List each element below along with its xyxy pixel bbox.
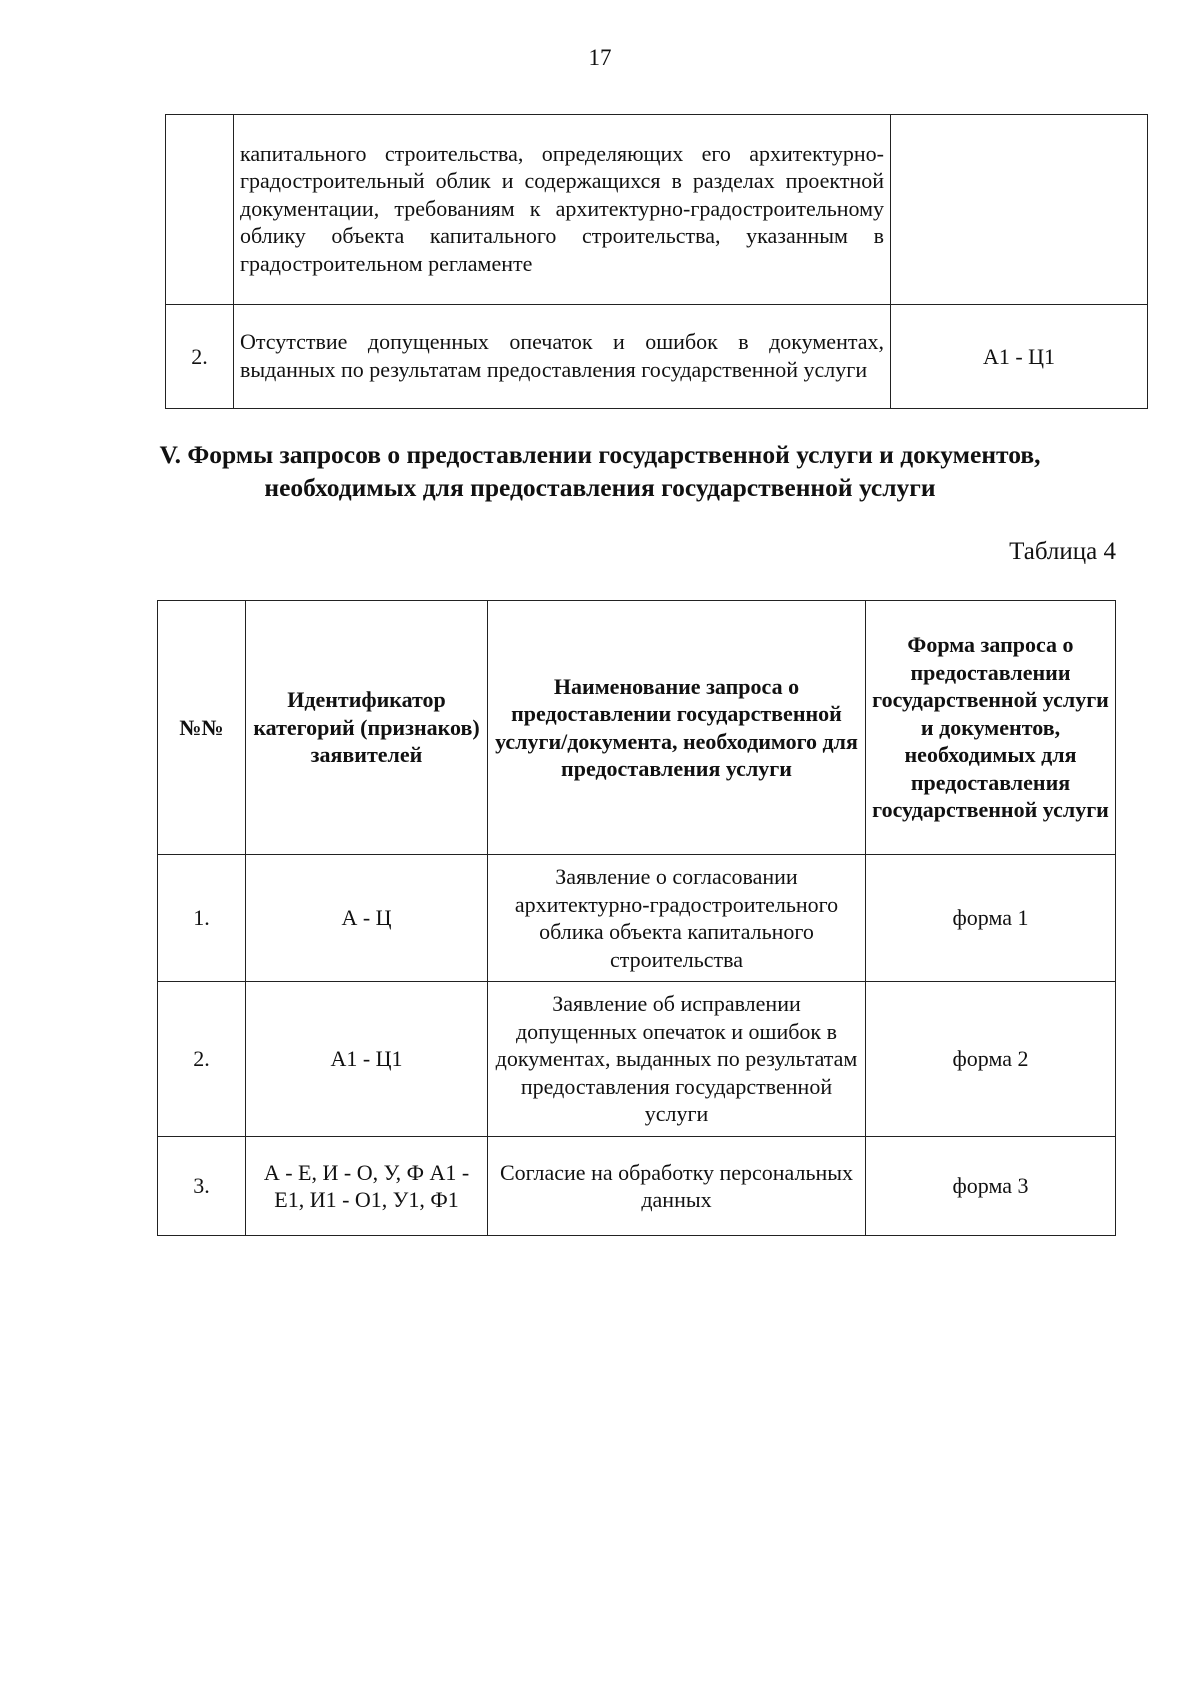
forms-table	[157, 600, 1116, 1236]
table-caption: Таблица 4	[1009, 538, 1116, 565]
request-name: Заявление об исправлении допущенных опечаток и ошибок в документах, выданных по результатам предоставления государственной услуги	[488, 982, 866, 1137]
requirement-text: капитального строительства, определяющих его архитектурно-градостроительный облик и содержащихся в разделах проектной документации, требованиям к архитектурно-градостроительному облику объекта капитального строительства, указанным в градостроительном регламенте	[234, 115, 891, 305]
category-code: А1 - Ц1	[246, 982, 488, 1137]
row-number: 2.	[158, 982, 246, 1137]
continuation-table	[165, 114, 1148, 409]
table-row	[166, 115, 1148, 305]
header-request-name: Наименование запроса о предоставлении государственной услуги/документа, необходимого для предоставления услуги	[488, 601, 866, 855]
category-code: А1 - Ц1	[891, 305, 1148, 409]
form-name: форма 2	[866, 982, 1116, 1137]
request-name: Заявление о согласовании архитектурно-градостроительного облика объекта капитального строительства	[488, 855, 866, 982]
form-name: форма 1	[866, 855, 1116, 982]
table-row	[158, 982, 1116, 1137]
header-row	[158, 601, 1116, 855]
table-row	[158, 855, 1116, 982]
category-code	[891, 115, 1148, 305]
table-row	[158, 1137, 1116, 1236]
row-number	[166, 115, 234, 305]
form-name: форма 3	[866, 1137, 1116, 1236]
category-code: А - Е, И - О, У, Ф А1 - Е1, И1 - О1, У1, Ф1	[246, 1137, 488, 1236]
header-number: №№	[158, 601, 246, 855]
header-category: Идентификатор категорий (признаков) заявителей	[246, 601, 488, 855]
row-number: 1.	[158, 855, 246, 982]
header-form: Форма запроса о предоставлении государственной услуги и документов, необходимых для предоставления государственной услуги	[866, 601, 1116, 855]
row-number: 2.	[166, 305, 234, 409]
requirement-text: Отсутствие допущенных опечаток и ошибок в документах, выданных по результатам предоставления государственной услуги	[234, 305, 891, 409]
table-row	[166, 305, 1148, 409]
request-name: Согласие на обработку персональных данных	[488, 1137, 866, 1236]
row-number: 3.	[158, 1137, 246, 1236]
section-heading: V. Формы запросов о предоставлении государственной услуги и документов, необходимых для предоставления государственной услуги	[159, 440, 1041, 502]
page-number: 17	[588, 45, 612, 70]
category-code: А - Ц	[246, 855, 488, 982]
